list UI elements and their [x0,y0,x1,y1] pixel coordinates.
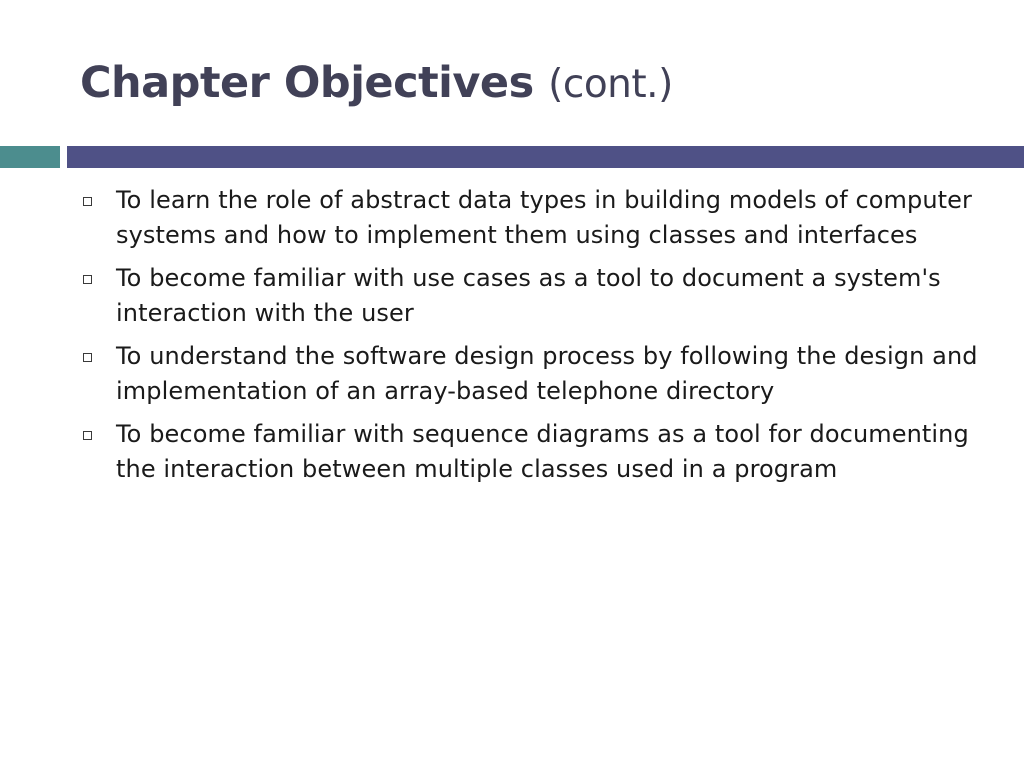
accent-bar-navy [67,146,1024,168]
slide-title-main: Chapter Objectives [80,58,534,108]
hollow-square-icon [83,197,92,206]
bullet-item [80,417,980,486]
bullet-item [80,339,980,408]
hollow-square-icon [83,353,92,362]
bullet-text: To understand the software design process by following the design and implementation of an array-based telephone directory [116,342,978,405]
slide-title-suffix: (cont.) [548,62,673,107]
bullet-text: To learn the role of abstract data types in building models of computer systems and how to implement them using classes and interfaces [116,186,973,249]
bullet-item [80,183,980,252]
hollow-square-icon [83,431,92,440]
bullet-text: To become familiar with sequence diagrams as a tool for documenting the interaction between multiple classes used in a program [116,420,969,483]
bullet-item [80,261,980,330]
bullet-list [80,183,980,495]
bullet-text: To become familiar with use cases as a tool to document a system's interaction with the user [116,264,941,327]
slide-title [80,50,673,118]
accent-bar-teal [0,146,60,168]
hollow-square-icon [83,275,92,284]
